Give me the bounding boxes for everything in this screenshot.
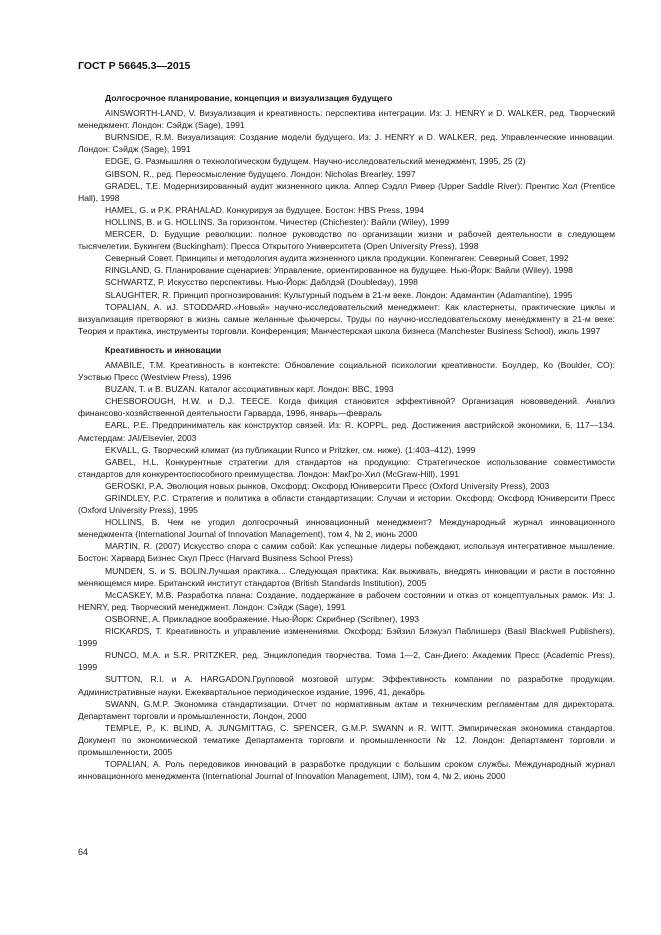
reference-item: SCHWARTZ, P. Искусство перспективы. Нью-Йорк: Даблдэй (Doubleday), 1998 xyxy=(105,277,418,288)
reference-item: TOPALIAN, A. иJ. STODDARD.«Новый» научно-исследовательский менеджмент: Как кластернеты, практические циклы и визуализация претворяют в жизнь самые желанные фьючерсы. Труды по научно-исследовательскому менеджменту в 21-м веке: Теория и практика, инструменты торговли. Конференция; Манчестерская школа бизнеса (Manchester Business School), июль 1997 xyxy=(78,301,615,336)
reference-item: AMABILE, T.M. Креативность в контексте: Обновление социальной психологии креативности. Боулдер, Ко (Boulder, CO): Уэствью Пресс (Westview Press), 1996 xyxy=(78,359,615,383)
reference-item: HOLLINS, B. Чем не угодил долгосрочный инновационный менеджмент? Международный журнал инновационного менеджмента (International Journal of Innovation Management), том 4, № 2, июнь 2000 xyxy=(78,517,615,540)
reference-item: TOPALIAN, A. Роль передовиков инноваций в разработке продукции с большим сроком службы. Международный журнал инновационного менеджмента (International Journal of Innovation Management, IJIM), том 4, № 2, июнь 2000 xyxy=(78,759,615,782)
reference-item: BUZAN, T. и B. BUZAN. Каталог ассоциативных карт. Лондон: BBC, 1993 xyxy=(105,384,394,395)
reference-item: SLAUGHTER, R. Принцип прогнозирования: Культурный подъем в 21-м веке. Лондон: Адамантин (Adamantine), 1995 xyxy=(105,289,573,300)
section-creativity-innovation xyxy=(78,344,615,782)
reference-item: BURNSIDE, R.M. Визуализация: Создание модели будущего. Из: J. HENRY и D. WALKER, ред. Управленческие инновации. Лондон: Сэйдж (Sage), 1991 xyxy=(78,132,615,155)
reference-item: Северный Совет. Принципы и методология аудита жизненного цикла продукции. Копенгаген: Северный Совет, 1992 xyxy=(105,253,569,264)
reference-item: TEMPLE, P., K. BLIND, A. JUNGMITTAG, C. SPENCER, G.M.P. SWANN и R. WITT. Эмпирическая экономика стандартов. Документ по экономической тематике Департамента торговли и промышленности № 12. Лондон: Департамент торговли и промышленности, 2005 xyxy=(78,722,615,757)
page-number: 64 xyxy=(78,847,89,857)
reference-item: MERCER, D. Будущие революции: полное руководство по организации жизни и рабочей деятельности в следующем тысячелетии. Букингем (Buckingham): Пресса Открытого Университета (Open University Press), 1998 xyxy=(78,229,615,252)
reference-item: MUNDEN, S. и S. BOLIN.Лучшая практика... Следующая практика: Как выживать, внедрять инновации и расти в постоянно меняющемся мире. Британский институт стандартов (British Standards Institution), 2005 xyxy=(78,565,615,588)
reference-item: EKVALL, G. Творческий климат (из публикации Runco и Pritzker, см. ниже). (1:403–412), 1999 xyxy=(105,444,476,455)
reference-item: GIBSON, R., ред. Переосмысление будущего. Лондон: Nicholas Brearley, 1997 xyxy=(105,168,416,179)
section-title: Долгосрочное планирование, концепция и визуализация будущего xyxy=(105,93,393,103)
reference-item: EDGE, G. Размышляя о технологическом будущем. Научно-исследовательский менеджмент, 1995, 25 (2) xyxy=(105,156,526,167)
reference-item: HAMEL, G. и P.K. PRAHALAD. Конкурируя за будущее. Бостон: HBS Press, 1994 xyxy=(105,204,424,215)
document-header: ГОСТ Р 56645.3—2015 xyxy=(78,60,191,72)
reference-item: RUNCO, M.A. и S.R. PRITZKER, ред. Энциклопедия творчества. Тома 1—2, Сан-Диего: Академик Пресс (Academic Press), 1999 xyxy=(78,650,615,673)
reference-item: RICKARDS, T. Креативность и управление изменениями. Оксфорд: Бэйзил Блэкуэл Паблишерз (Basil Blackwell Publishers), 1999 xyxy=(78,626,615,649)
reference-item: EARL, P.E. Предприниматель как конструктор связей. Из: R. KOPPL, ред. Достижения австрийской экономики, 6, 117—134. Амстердам: JAI/Elsevier, 2003 xyxy=(78,420,615,443)
reference-item: RINGLAND, G. Планирование сценариев: Управление, ориентированное на будущее. Нью-Йорк: Вайли (Wiley), 1998 xyxy=(105,265,573,276)
reference-item: SUTTON, R.I. и A. HARGADON.Групповой мозговой штурм: Эффективность компании по разработке продукции. Административные науки. Ежеквартальное периодическое издание, 1996, 41, декабрь xyxy=(78,674,615,697)
reference-item: GRADEL, T.E. Модернизированный аудит жизненного цикла. Аппер Сэдлл Ривер (Upper Saddle River): Прентис Хол (Prentice Hall), 1998 xyxy=(78,180,615,203)
section-title: Креативность и инновации xyxy=(105,344,222,355)
reference-item: GEROSKI, P.A. Эволюция новых рынков, Оксфорд: Оксфорд Юниверсити Пресс (Oxford University Press), 2003 xyxy=(105,480,550,491)
reference-item: GRINDLEY, P.C. Стратегия и политика в области стандартизации: Случаи и истории. Оксфорд: Оксфорд Юниверсити Пресс (Oxford University Press), 1995 xyxy=(78,493,615,516)
reference-item: HOLLINS, B. и G. HOLLINS. За горизонтом. Чичестер (Chichester): Вайли (Wiley), 1999 xyxy=(105,216,450,227)
reference-item: SWANN, G.M.P. Экономика стандартизации. Отчет по нормативным актам и техническим регламентам для директората. Департамент торговли и промышленности, Лондон, 2000 xyxy=(78,698,615,721)
reference-item: GABEL, H.L. Конкурентные стратегии для стандартов на продукцию: Стратегическое использование совместимости стандартов для конкурентоспособного преимущества. Лондон: МакГро-Хил (McGraw-Hill), 1991 xyxy=(78,456,615,479)
reference-item: McCASKEY, M.B. Разработка плана: Создание, поддержание в рабочем состоянии и отказ от концептуальных рамок. Из: J. HENRY, ред. Творческий менеджмент. Лондон: Сэйдж (Sage), 1991 xyxy=(78,589,615,612)
reference-item: AINSWORTH-LAND, V. Визуализация и креативность: перспектива интеграции. Из: J. HENRY и D. WALKER, ред. Творческий менеджмент. Лондон: Сэйдж (Sage), 1991 xyxy=(78,108,615,131)
reference-item: CHESBOROUGH, H.W. и D.J. TEECE. Когда фикция становится эффективной? Организация нововведений. Анализ финансово-хозяйственной деятельности Гарварда, 1996, январь—февраль xyxy=(78,396,615,419)
references-content xyxy=(78,92,615,782)
section-long-term-planning xyxy=(78,92,615,337)
reference-item: MARTIN, R. (2007) Искусство спора с самим собой: Как успешные лидеры побеждают, используя интегративное мышление. Бостон: Харвард Бизнес Скул Пресс (Harvard Business School Press) xyxy=(78,541,615,564)
reference-item: OSBORNE, A. Прикладное воображение. Нью-Йорк: Скрибнер (Scribner), 1993 xyxy=(105,613,420,624)
